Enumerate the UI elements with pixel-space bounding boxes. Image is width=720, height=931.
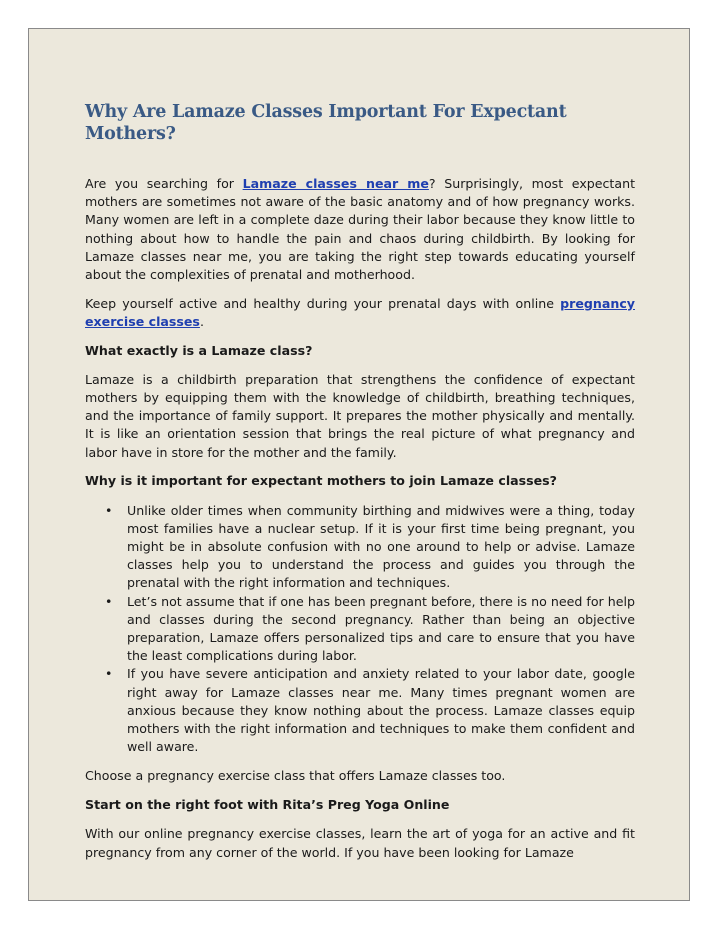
list-item — [105, 665, 635, 756]
closing-paragraph: Choose a pregnancy exercise class that offers Lamaze classes too. — [85, 768, 506, 784]
document-content — [85, 101, 635, 872]
pregnancy-exercise-classes-link[interactable]: pregnancy exercise classes — [85, 295, 635, 329]
section-heading-what-is-lamaze: What exactly is a Lamaze class? — [85, 342, 313, 358]
intro-text-start: Are you searching for — [85, 176, 243, 191]
keep-active-text-start: Keep yourself active and healthy during your prenatal days with online — [85, 295, 561, 311]
online-classes-paragraph: With our online pregnancy exercise classes, learn the art of yoga for an active and fit pregnancy from any corner of the world. If you have been looking for Lamaze — [85, 826, 635, 860]
list-item-text: Unlike older times when community birthing and midwives were a thing, today most families have a nuclear setup. If it is your first time being pregnant, you might be in absolute confusion with no one around to help or advise. Lamaze classes help you to understand the process and guides you through the prenatal with the right information and techniques. — [127, 502, 635, 591]
bullet-icon: • — [105, 593, 113, 609]
intro-paragraph — [85, 175, 635, 284]
document-page — [28, 28, 690, 901]
page-title: Why Are Lamaze Classes Important For Expectant Mothers? — [85, 102, 567, 144]
keep-active-paragraph — [85, 295, 635, 331]
what-is-lamaze-paragraph: Lamaze is a childbirth preparation that strengthens the confidence of expectant mothers by equipping them with the knowledge of childbirth, breathing techniques, and the importance of family support. It prepares the mother physically and mentally. It is like an orientation session that brings the real picture of what pregnancy and labor have in store for the mother and the family. — [85, 371, 635, 460]
section-heading-why-important: Why is it important for expectant mothers to join Lamaze classes? — [85, 473, 557, 489]
keep-active-text-end: . — [199, 313, 204, 329]
bullet-icon: • — [105, 666, 113, 682]
intro-text-end: ? Surprisingly, most expectant mothers are sometimes not aware of the basic anatomy and of how pregnancy works. Many women are left in a complete daze during their labor because they know little to nothing about how to handle the pain and chaos during childbirth. By looking for Lamaze classes near me, you are taking the right step towards educating yourself about the complexities of prenatal and motherhood. — [85, 176, 636, 283]
list-item — [105, 593, 635, 666]
lamaze-classes-link[interactable]: Lamaze classes near me — [242, 176, 429, 191]
list-item — [105, 502, 635, 593]
bullet-icon: • — [105, 502, 113, 518]
list-item-text: Let’s not assume that if one has been pregnant before, there is no need for help and classes during the second pregnancy. Rather than being an objective preparation, Lamaze offers personalized tips and care to ensure that you have the least complications during labor. — [127, 593, 635, 664]
section-heading-start-right-foot: Start on the right foot with Rita’s Preg Yoga Online — [85, 797, 450, 813]
reasons-list — [85, 502, 635, 757]
list-item-text: If you have severe anticipation and anxiety related to your labor date, google right away for Lamaze classes near me. Many times pregnant women are anxious because they know nothing about the process. Lamaze classes equip mothers with the right information and techniques to make them confident and well aware. — [127, 666, 635, 755]
